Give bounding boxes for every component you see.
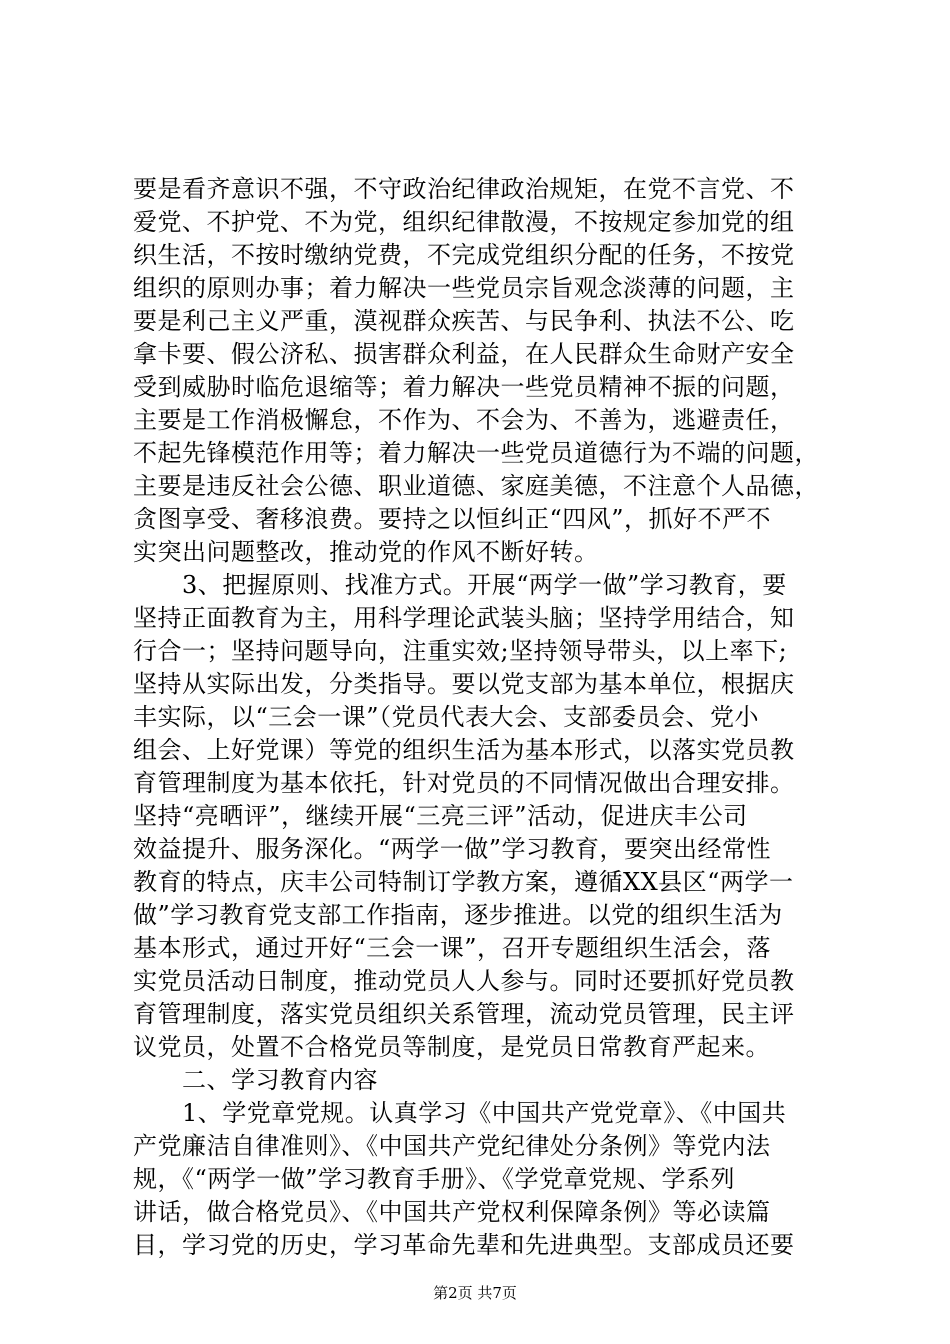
text-line: 拿卡要、假公济私、损害群众利益，在人民群众生命财产安全 [133, 340, 795, 368]
page-number-footer: 第2页 共7页 [433, 1284, 517, 1302]
text-line: 1、学党章党规。认真学习《中国共产党党章》、《中国共 [133, 1099, 787, 1127]
text-line: 效益提升、服务深化。“两学一做”学习教育，要突出经常性 [133, 835, 772, 863]
text-line: 行合一；坚持问题导向，注重实效;坚持领导带头，以上率下; [133, 637, 788, 665]
text-line: 要是看齐意识不强，不守政治纪律政治规矩，在党不言党、不 [133, 175, 795, 203]
text-line: 议党员，处置不合格党员等制度，是党员日常教育严起来。 [133, 1033, 770, 1061]
text-line: 产党廉洁自律准则》、《中国共产党纪律处分条例》等党内法 [133, 1132, 771, 1160]
text-line: 坚持从实际出发，分类指导。要以党支部为基本单位，根据庆 [133, 670, 795, 698]
text-line: 受到威胁时临危退缩等；着力解决一些党员精神不振的问题， [133, 373, 795, 401]
text-line: 育管理制度，落实党员组织关系管理，流动党员管理，民主评 [133, 1000, 795, 1028]
text-line: 要是利己主义严重，漠视群众疾苦、与民争利、执法不公、吃 [133, 307, 795, 335]
text-line: 实党员活动日制度，推动党员人人参与。同时还要抓好党员教 [133, 967, 795, 995]
text-line: 教育的特点，庆丰公司特制订学教方案，遵循XX县区“两学一 [133, 868, 794, 896]
text-line: 主要是工作消极懈怠，不作为、不会为、不善为，逃避责任， [133, 406, 795, 434]
text-line: 不起先锋模范作用等；着力解决一些党员道德行为不端的问题， [133, 439, 819, 467]
text-line: 基本形式，通过开好“三会一课”，召开专题组织生活会，落 [133, 934, 772, 962]
text-line: 坚持正面教育为主，用科学理论武装头脑；坚持学用结合，知 [133, 604, 795, 632]
text-line: 组会、上好党课）等党的组织生活为基本形式，以落实党员教 [133, 736, 795, 764]
text-line: 爱党、不护党、不为党，组织纪律散漫，不按规定参加党的组 [133, 208, 795, 236]
text-line: 主要是违反社会公德、职业道德、家庭美德，不注意个人品德， [133, 472, 819, 500]
text-line: 贪图享受、奢移浪费。要持之以恒纠正“四风”，抓好不严不 [133, 505, 772, 533]
text-line: 丰实际，以“三会一课”（党员代表大会、支部委员会、党小 [133, 703, 760, 731]
document-body [133, 173, 833, 1262]
text-line: 做”学习教育党支部工作指南，逐步推进。以党的组织生活为 [133, 901, 783, 929]
text-line: 织生活，不按时缴纳党费，不完成党组织分配的任务，不按党 [133, 241, 795, 269]
text-line: 讲话，做合格党员》、《中国共产党权利保障条例》等必读篇 [133, 1198, 771, 1226]
text-line: 坚持“亮晒评”，继续开展“三亮三评”活动，促进庆丰公司 [133, 802, 748, 830]
section-heading: 二、学习教育内容 [133, 1066, 378, 1094]
text-line: 目，学习党的历史，学习革命先辈和先进典型。支部成员还要 [133, 1231, 795, 1259]
text-line: 实突出问题整改，推动党的作风不断好转。 [133, 538, 599, 566]
text-line: 育管理制度为基本依托，针对党员的不同情况做出合理安排。 [133, 769, 795, 797]
text-line: 3、把握原则、找准方式。开展“两学一做”学习教育，要 [133, 571, 787, 599]
text-line: 规，《“两学一做”学习教育手册》、《学党章党规、学系列 [133, 1165, 736, 1193]
text-line: 组织的原则办事；着力解决一些党员宗旨观念淡薄的问题，主 [133, 274, 795, 302]
